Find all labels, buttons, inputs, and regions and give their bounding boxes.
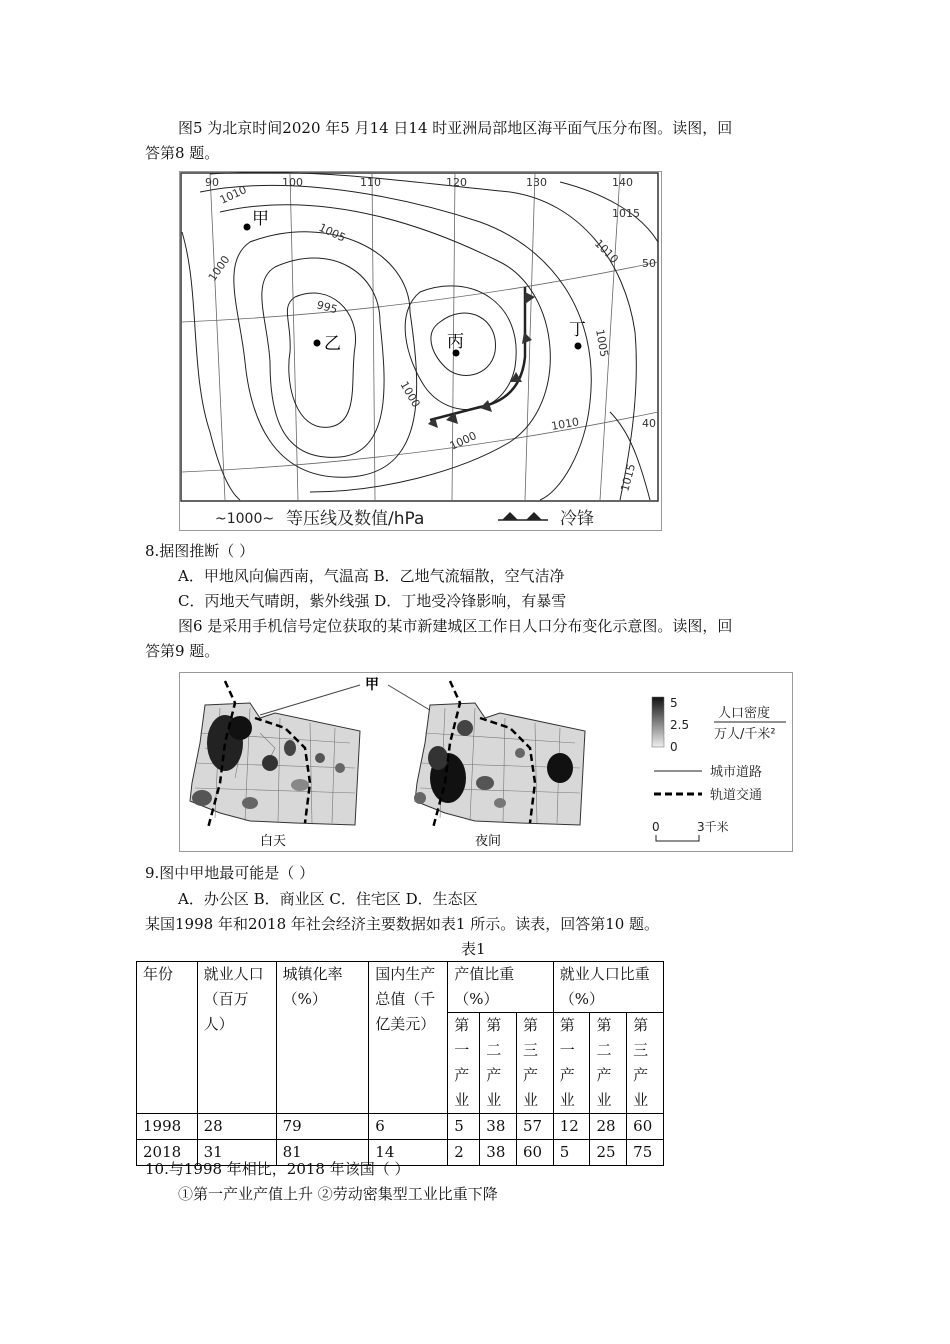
figure-5-pressure-map (179, 171, 662, 531)
figure-6-population-map (179, 672, 793, 852)
fig6-legend (652, 696, 786, 841)
fig5-legend (215, 509, 594, 529)
density-tick-0: 0 (670, 740, 678, 754)
legend-isobar-text: 等压线及数值/hPa (286, 509, 425, 529)
cell: 1998 (137, 1114, 198, 1140)
isobar-label: 1000 (205, 253, 233, 284)
q10-stem: 10.与1998 年相比，2018 年该国（ ） (145, 1160, 410, 1178)
cell: 25 (590, 1140, 627, 1166)
point-yi: 乙 (324, 334, 341, 354)
point-jia: 甲 (252, 209, 269, 229)
subheader-emp-primary: 第一产业 (553, 1013, 590, 1114)
intro-q8-line1: 图5 为北京时间2020 年5 月14 日14 时亚洲局部地区海平面气压分布图。读图，回 (178, 119, 733, 137)
isobar-label: 1000 (447, 429, 479, 453)
intro-q8-line2: 答第8 题。 (145, 144, 220, 162)
night-map (414, 681, 585, 828)
header-year: 年份 (137, 962, 198, 1114)
q9-stem: 9.图中甲地最可能是（ ） (145, 864, 315, 882)
cell: 28 (590, 1114, 627, 1140)
lat-label-40: 40 (642, 417, 656, 430)
table-row (137, 1114, 664, 1140)
subheader-output-secondary: 第二产业 (480, 1013, 517, 1114)
q9-options: A．办公区 B．商业区 C．住宅区 D．生态区 (178, 890, 478, 908)
lon-label-110: 110 (360, 176, 381, 189)
isobar-label: 1005 (593, 328, 611, 359)
cell: 12 (553, 1114, 590, 1140)
header-output-share: 产值比重（%） (448, 962, 553, 1013)
lat-label-50: 50 (642, 257, 656, 270)
day-label: 白天 (260, 834, 287, 849)
cell: 6 (369, 1114, 448, 1140)
q8-options-line1: A．甲地风向偏西南，气温高 B．乙地气流辐散，空气洁净 (178, 567, 565, 585)
table-1 (136, 961, 664, 1166)
isobar-label: 1010 (550, 415, 581, 433)
subheader-output-tertiary: 第三产业 (517, 1013, 554, 1114)
density-unit: 万人/千米² (714, 727, 776, 742)
legend-rail: 轨道交通 (710, 788, 763, 803)
cell: 38 (480, 1140, 517, 1166)
cell: 31 (197, 1140, 276, 1166)
subheader-emp-tertiary: 第三产业 (627, 1013, 664, 1114)
lon-label-140: 140 (612, 176, 633, 189)
table-caption: 表1 (461, 940, 486, 958)
isobar-label: 1005 (316, 220, 348, 245)
subheader-output-primary: 第一产业 (448, 1013, 480, 1114)
isobar-label: 1010 (591, 236, 621, 266)
isobar-label: 1010 (217, 183, 249, 207)
scale-zero: 0 (652, 820, 660, 834)
night-label: 夜间 (475, 834, 502, 849)
isobar-label: 1000 (397, 379, 423, 410)
subheader-emp-secondary: 第二产业 (590, 1013, 627, 1114)
header-urbanization: 城镇化率（%） (276, 962, 369, 1114)
cell: 75 (627, 1140, 664, 1166)
scale-km: 3千米 (697, 820, 729, 834)
isobar-label: 1015 (618, 462, 639, 493)
cell: 38 (480, 1114, 517, 1140)
lon-label-90: 90 (205, 176, 219, 189)
cell: 60 (627, 1114, 664, 1140)
q8-options-line2: C．丙地天气晴朗，紫外线强 D．丁地受冷锋影响，有暴雪 (178, 592, 567, 610)
cell: 14 (369, 1140, 448, 1166)
density-tick-2-5: 2.5 (670, 718, 690, 732)
q8-stem: 8.据图推断（ ） (145, 542, 255, 560)
point-ding: 丁 (569, 320, 586, 340)
lon-label-100: 100 (282, 176, 303, 189)
q10-options: ①第一产业产值上升 ②劳动密集型工业比重下降 (178, 1185, 498, 1203)
density-tick-5: 5 (670, 696, 678, 710)
lon-label-130: 130 (526, 176, 547, 189)
cell: 57 (517, 1114, 554, 1140)
cell: 60 (517, 1140, 554, 1166)
cell: 2 (448, 1140, 480, 1166)
isobar-label: 995 (315, 298, 339, 317)
point-bing: 丙 (447, 332, 464, 352)
cell: 5 (553, 1140, 590, 1166)
legend-isobar-sample: ~1000~ (215, 511, 275, 527)
legend-front-text: 冷锋 (560, 509, 594, 529)
day-map (190, 681, 360, 828)
header-employment-share: 就业人口比重（%） (553, 962, 663, 1013)
density-title: 人口密度 (718, 706, 771, 721)
cell: 5 (448, 1114, 480, 1140)
cell: 28 (197, 1114, 276, 1140)
legend-road: 城市道路 (710, 765, 763, 780)
isobar-label: 1015 (612, 207, 640, 220)
cell: 2018 (137, 1140, 198, 1166)
intro-q10: 某国1998 年和2018 年社会经济主要数据如表1 所示。读表，回答第10 题。 (145, 915, 660, 933)
intro-q9-line2: 答第9 题。 (145, 642, 220, 660)
pointer-label-jia: 甲 (365, 677, 379, 693)
header-employment: 就业人口（百万人） (197, 962, 276, 1114)
lon-label-120: 120 (446, 176, 467, 189)
intro-q9-line1: 图6 是采用手机信号定位获取的某市新建城区工作日人口分布变化示意图。读图，回 (178, 617, 733, 635)
cell: 79 (276, 1114, 369, 1140)
cell: 81 (276, 1140, 369, 1166)
header-gdp: 国内生产总值（千亿美元） (369, 962, 448, 1114)
